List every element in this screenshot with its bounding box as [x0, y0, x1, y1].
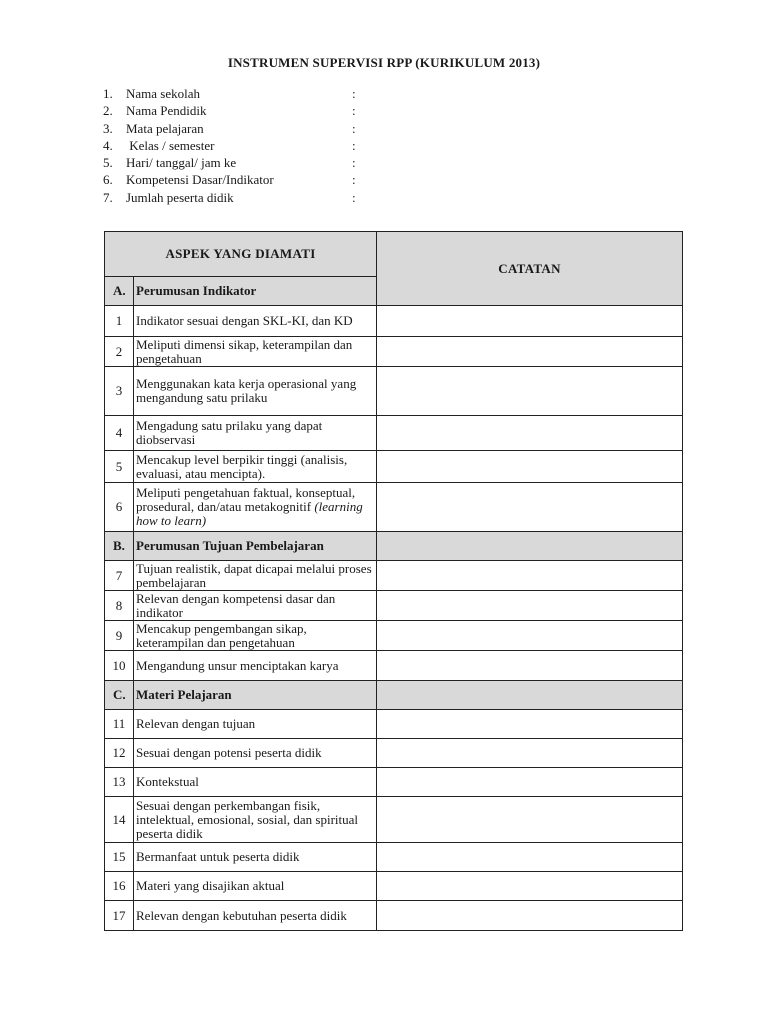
item-text [134, 483, 377, 532]
catatan-cell[interactable] [377, 739, 683, 768]
section-title: Perumusan Tujuan Pembelajaran [134, 532, 377, 561]
field-number: 5. [103, 155, 113, 171]
field-label: Kelas / semester [126, 137, 215, 153]
field-label: Kompetensi Dasar/Indikator [126, 172, 274, 188]
item-text: Meliputi dimensi sikap, keterampilan dan pengetahuan [134, 337, 377, 367]
item-text: Kontekstual [134, 768, 377, 797]
section-letter: B. [105, 532, 134, 561]
supervision-table [104, 231, 683, 931]
item-number: 2 [105, 337, 134, 367]
item-text: Mencakup pengembangan sikap, keterampilan dan pengetahuan [134, 621, 377, 651]
document-title: INSTRUMEN SUPERVISI RPP (KURIKULUM 2013) [227, 55, 541, 70]
catatan-cell[interactable] [377, 483, 683, 532]
item-number: 5 [105, 451, 134, 483]
item-text: Menggunakan kata kerja operasional yang mengandung satu prilaku [134, 367, 377, 416]
item-text: Mengadung satu prilaku yang dapat diobservasi [134, 416, 377, 451]
field-colon: : [352, 103, 356, 119]
catatan-cell[interactable] [377, 710, 683, 739]
item-number: 15 [105, 843, 134, 872]
field-label: Hari/ tanggal/ jam ke [126, 155, 237, 171]
field-number: 2. [103, 103, 113, 119]
item-number: 16 [105, 872, 134, 901]
item-number: 4 [105, 416, 134, 451]
catatan-cell[interactable] [377, 872, 683, 901]
table-row [105, 651, 683, 681]
section-catatan-cell [377, 532, 683, 561]
catatan-cell[interactable] [377, 621, 683, 651]
item-number: 9 [105, 621, 134, 651]
field-colon: : [352, 137, 356, 153]
table-row [105, 710, 683, 739]
item-number: 1 [105, 306, 134, 337]
field-colon: : [352, 86, 356, 101]
table-row [105, 561, 683, 591]
catatan-cell[interactable] [377, 337, 683, 367]
catatan-cell[interactable] [377, 306, 683, 337]
item-number: 13 [105, 768, 134, 797]
item-text-italic: (learning how to learn) [136, 499, 363, 528]
field-label: Nama Pendidik [126, 103, 207, 119]
item-number: 11 [105, 710, 134, 739]
item-text: Tujuan realistik, dapat dicapai melalui proses pembelajaran [134, 561, 377, 591]
item-text: Mengandung unsur menciptakan karya [134, 651, 377, 681]
field-colon: : [352, 172, 356, 188]
table-row [105, 768, 683, 797]
field-number: 1. [103, 86, 113, 101]
field-label: Mata pelajaran [126, 120, 204, 136]
table-row [105, 451, 683, 483]
catatan-cell[interactable] [377, 367, 683, 416]
field-number: 3. [103, 120, 113, 136]
catatan-cell[interactable] [377, 416, 683, 451]
table-row [105, 483, 683, 532]
item-number: 7 [105, 561, 134, 591]
field-colon: : [352, 155, 356, 171]
field-number: 6. [103, 172, 113, 188]
item-text: Sesuai dengan perkembangan fisik, intelektual, emosional, sosial, dan spiritual peserta didik [134, 797, 377, 843]
catatan-cell[interactable] [377, 561, 683, 591]
table-row [105, 843, 683, 872]
item-text: Bermanfaat untuk peserta didik [134, 843, 377, 872]
catatan-cell[interactable] [377, 451, 683, 483]
table-row [105, 872, 683, 901]
catatan-cell[interactable] [377, 901, 683, 931]
catatan-cell[interactable] [377, 591, 683, 621]
header-catatan: CATATAN [377, 232, 683, 306]
field-number: 7. [103, 189, 113, 205]
section-catatan-cell [377, 681, 683, 710]
field-colon: : [352, 189, 356, 205]
table-row [105, 367, 683, 416]
catatan-cell[interactable] [377, 768, 683, 797]
table-row [105, 591, 683, 621]
section-letter: C. [105, 681, 134, 710]
table-row [105, 337, 683, 367]
item-text-main: Meliputi pengetahuan faktual, konseptual, prosedural, dan/atau metakognitif [136, 485, 356, 514]
table-row [105, 901, 683, 931]
table-row [105, 416, 683, 451]
field-number: 4. [103, 137, 113, 153]
section-letter: A. [105, 277, 134, 306]
catatan-cell[interactable] [377, 651, 683, 681]
table-row [105, 739, 683, 768]
field-colon: : [352, 120, 356, 136]
table-row [105, 621, 683, 651]
field-label: Jumlah peserta didik [126, 189, 234, 205]
item-text: Sesuai dengan potensi peserta didik [134, 739, 377, 768]
item-text: Relevan dengan tujuan [134, 710, 377, 739]
section-title: Perumusan Indikator [134, 277, 377, 306]
catatan-cell[interactable] [377, 797, 683, 843]
table-row [105, 797, 683, 843]
item-number: 10 [105, 651, 134, 681]
catatan-cell[interactable] [377, 843, 683, 872]
item-text: Materi yang disajikan aktual [134, 872, 377, 901]
item-number: 12 [105, 739, 134, 768]
table-row [105, 306, 683, 337]
item-number: 6 [105, 483, 134, 532]
item-text: Relevan dengan kompetensi dasar dan indikator [134, 591, 377, 621]
header-aspek: ASPEK YANG DIAMATI [105, 232, 377, 277]
field-label: Nama sekolah [126, 86, 201, 101]
item-number: 14 [105, 797, 134, 843]
item-text: Relevan dengan kebutuhan peserta didik [134, 901, 377, 931]
item-text: Mencakup level berpikir tinggi (analisis, evaluasi, atau mencipta). [134, 451, 377, 483]
item-text: Indikator sesuai dengan SKL-KI, dan KD [134, 306, 377, 337]
item-number: 3 [105, 367, 134, 416]
section-title: Materi Pelajaran [134, 681, 377, 710]
item-number: 8 [105, 591, 134, 621]
item-number: 17 [105, 901, 134, 931]
